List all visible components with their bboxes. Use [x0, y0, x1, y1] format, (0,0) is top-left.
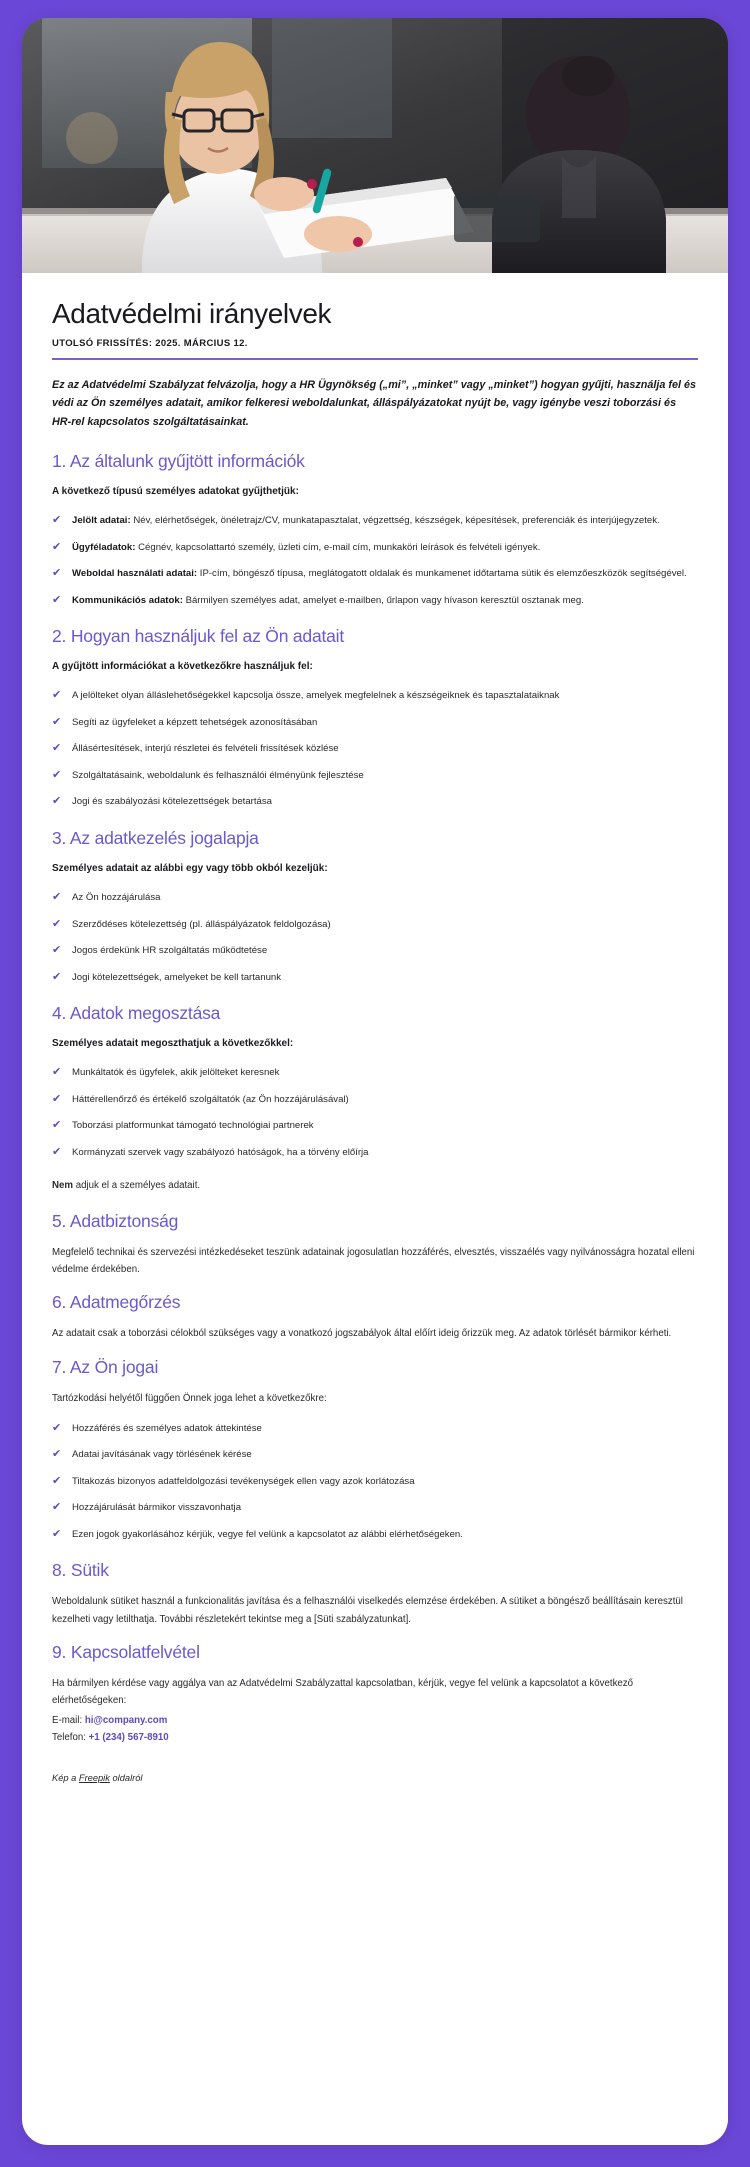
- list-item-text: Név, elérhetőségek, önéletrajz/CV, munkatapasztalat, végzettség, készségek, képesítések, preferenciák és interjújegyzetek.: [133, 515, 660, 527]
- check-icon: ✔: [52, 1092, 62, 1105]
- check-icon: ✔: [52, 1066, 62, 1079]
- list-item-term: Ügyféladatok:: [72, 541, 136, 553]
- list-item-text: A jelölteket olyan álláslehetőségekkel kapcsolja össze, amelyek megfelelnek a készségeiknek és tapasztalataiknak: [72, 690, 560, 702]
- image-credit-suffix: oldalról: [109, 1773, 143, 1784]
- list-item: [52, 970, 698, 986]
- check-icon: ✔: [52, 1474, 62, 1487]
- check-icon: ✔: [52, 715, 62, 728]
- section-list-7: [52, 1421, 698, 1543]
- list-item-text: Jogi és szabályozási kötelezettségek betartása: [72, 796, 272, 808]
- contact-email-label: E-mail:: [52, 1714, 83, 1726]
- check-icon: ✔: [52, 1527, 62, 1540]
- list-item: [52, 715, 698, 731]
- no-sale-note: [52, 1178, 698, 1194]
- section-lead-4: Személyes adatait megoszthatjuk a következőkkel:: [52, 1038, 294, 1050]
- list-item: [52, 943, 698, 959]
- list-item: [52, 513, 698, 529]
- check-icon: ✔: [52, 1501, 62, 1514]
- list-item-text: Szerződéses kötelezettség (pl. álláspályázatok feldolgozása): [72, 918, 331, 930]
- list-item: [52, 1065, 698, 1081]
- list-item-text: IP-cím, böngésző típusa, meglátogatott oldalak és munkamenet időtartama sütik és elemzőeszközök segítségével.: [199, 568, 687, 580]
- list-item-text: Hozzáférés és személyes adatok áttekintése: [72, 1422, 262, 1434]
- title-divider: [52, 358, 698, 360]
- list-item: [52, 768, 698, 784]
- check-icon: ✔: [52, 768, 62, 781]
- section-lead-7: Tartózkodási helyétől függően Önnek joga lehet a következőkre:: [52, 1392, 327, 1404]
- page-title: Adatvédelmi irányelvek: [52, 298, 332, 329]
- list-item-term: Jelölt adatai:: [72, 515, 131, 527]
- section-list-2: [52, 688, 698, 810]
- list-item-text: Ezen jogok gyakorlásához kérjük, vegye fel velünk a kapcsolatot az alábbi elérhetőségeken.: [72, 1528, 463, 1540]
- list-item-text: Munkáltatók és ügyfelek, akik jelölteket keresnek: [72, 1067, 280, 1079]
- freepik-link[interactable]: Freepik: [78, 1773, 110, 1784]
- list-item: [52, 540, 698, 556]
- section-heading-4: 4. Adatok megosztása: [52, 1003, 221, 1024]
- list-item-text: Az Ön hozzájárulása: [72, 892, 161, 903]
- check-icon: ✔: [52, 1145, 62, 1158]
- section-lead-1: A következő típusú személyes adatokat gyűjthetjük:: [52, 486, 299, 498]
- list-item: [52, 1447, 698, 1463]
- contact-phone-link[interactable]: +1 (234) 567-8910: [88, 1732, 169, 1744]
- section-heading-9: 9. Kapcsolatfelvétel: [52, 1641, 200, 1662]
- contact-email-row: [52, 1712, 698, 1730]
- list-item-text: Jogos érdekünk HR szolgáltatás működtetése: [72, 945, 268, 957]
- section-list-1: [52, 513, 698, 608]
- contact-phone-label: Telefon:: [52, 1732, 86, 1744]
- section-paragraph-6: Az adatait csak a toborzási célokból szükséges vagy a vonatkozó jogszabályok által előírt ideig őrizzük meg. Az adatok törlését bármikor kérheti.: [52, 1328, 672, 1340]
- check-icon: ✔: [52, 689, 62, 702]
- list-item: [52, 1118, 698, 1134]
- section-paragraph-5: Megfelelő technikai és szervezési intézkedéseket teszünk adatainak jogosulatlan hozzáférés, elvesztés, visszaélés vagy nyilvánosságra hozatal elleni védelme érdekében.: [52, 1246, 695, 1275]
- section-list-3: [52, 890, 698, 985]
- list-item-text: Szolgáltatásaink, weboldalunk és felhasználói élményünk fejlesztése: [72, 769, 364, 781]
- hero-image: [22, 18, 728, 273]
- check-icon: ✔: [52, 1119, 62, 1132]
- check-icon: ✔: [52, 1448, 62, 1461]
- last-updated: UTOLSÓ FRISSÍTÉS: 2025. MÁRCIUS 12.: [52, 338, 248, 350]
- section-heading-7: 7. Az Ön jogai: [52, 1356, 159, 1377]
- check-icon: ✔: [52, 891, 62, 903]
- image-credit: [52, 1773, 698, 1783]
- section-paragraph-9: Ha bármilyen kérdése vagy aggálya van az Adatvédelmi Szabályzattal kapcsolatban, kérjük, vegye fel velünk a kapcsolatot a következő elérhetőségeken:: [52, 1677, 634, 1707]
- list-item-text: Cégnév, kapcsolattartó személy, üzleti cím, e-mail cím, munkaköri leírások és felvételi igények.: [138, 541, 541, 553]
- list-item: [52, 1474, 698, 1490]
- section-heading-6: 6. Adatmegőrzés: [52, 1292, 181, 1313]
- list-item-text: Toborzási platformunkat támogató technológiai partnerek: [72, 1120, 314, 1132]
- check-icon: ✔: [52, 540, 62, 553]
- list-item: [52, 1527, 698, 1543]
- list-item: [52, 593, 698, 609]
- check-icon: ✔: [52, 514, 62, 527]
- intro-paragraph: Ez az Adatvédelmi Szabályzat felvázolja, hogy a HR Ügynökség („mi”, „minket” vagy „minket”) hogyan gyűjti, használja fel és védi az Ön személyes adatait, amikor felkeresi weboldalunkat, álláspályázatokat nyújt be, vagy igénybe veszi toborzási és HR-rel kapcsolatos szolgáltatásainkat.: [52, 378, 696, 428]
- check-icon: ✔: [52, 593, 62, 606]
- contact-email-link[interactable]: hi@company.com: [84, 1714, 168, 1726]
- section-heading-5: 5. Adatbiztonság: [52, 1210, 179, 1231]
- check-icon: ✔: [52, 944, 62, 957]
- list-item: [52, 1092, 698, 1108]
- list-item: [52, 890, 698, 906]
- list-item-text: Háttérellenőrző és értékelő szolgáltatók (az Ön hozzájárulásával): [72, 1093, 349, 1105]
- check-icon: ✔: [52, 742, 62, 755]
- document-content: [22, 273, 728, 1801]
- section-lead-2: A gyűjtött információkat a következőkre használjuk fel:: [52, 661, 313, 673]
- image-credit-prefix: Kép a: [52, 1773, 79, 1784]
- list-item: [52, 1421, 698, 1437]
- section-lead-3: Személyes adatait az alábbi egy vagy több okból kezeljük:: [52, 863, 328, 874]
- section-list-4: [52, 1065, 698, 1160]
- list-item: [52, 741, 698, 757]
- list-item: [52, 566, 698, 582]
- list-item-text: Adatai javításának vagy törlésének kérése: [72, 1449, 252, 1461]
- list-item: [52, 1145, 698, 1161]
- list-item-term: Weboldal használati adatai:: [72, 568, 198, 580]
- contact-phone-row: [52, 1729, 698, 1747]
- list-item-text: Bármilyen személyes adat, amelyet e-mailben, űrlapon vagy hívason keresztül osztanak meg.: [185, 594, 584, 606]
- check-icon: ✔: [52, 970, 62, 983]
- section-paragraph-8: Weboldalunk sütiket használ a funkcionalitás javítása és a felhasználói viselkedés elemzése érdekében. A sütiket a böngésző beállításain keresztül kezelheti vagy letilthatja. További részletekért tekintse meg a [Süti szabályzatunkat].: [52, 1596, 683, 1625]
- check-icon: ✔: [52, 917, 62, 930]
- list-item-text: Jogi kötelezettségek, amelyeket be kell tartanunk: [72, 971, 282, 983]
- list-item-text: Állásértesítések, interjú részletei és felvételi frissítések közlése: [72, 743, 339, 755]
- list-item-term: Kommunikációs adatok:: [72, 594, 183, 606]
- policy-card: [22, 18, 728, 2145]
- list-item: [52, 1500, 698, 1516]
- check-icon: ✔: [52, 1421, 62, 1434]
- check-icon: ✔: [52, 795, 62, 808]
- no-sale-note-rest: adjuk el a személyes adatait.: [73, 1180, 201, 1192]
- check-icon: ✔: [52, 567, 62, 580]
- list-item: [52, 917, 698, 933]
- hero-illustration: [22, 18, 728, 273]
- list-item-text: Segíti az ügyfeleket a képzett tehetségek azonosításában: [72, 716, 318, 728]
- section-heading-1: 1. Az általunk gyűjtött információk: [52, 451, 305, 472]
- section-heading-8: 8. Sütik: [52, 1560, 109, 1581]
- list-item-text: Kormányzati szervek vagy szabályozó hatóságok, ha a törvény előírja: [72, 1146, 369, 1158]
- list-item-text: Tiltakozás bizonyos adatfeldolgozási tevékenységek ellen vagy azok korlátozása: [72, 1475, 415, 1487]
- section-heading-3: 3. Az adatkezelés jogalapja: [52, 828, 259, 848]
- no-sale-note-bold: Nem: [52, 1180, 73, 1192]
- list-item-text: Hozzájárulását bármikor visszavonhatja: [72, 1502, 242, 1514]
- list-item: [52, 688, 698, 704]
- list-item: [52, 794, 698, 810]
- section-heading-2: 2. Hogyan használjuk fel az Ön adatait: [52, 626, 345, 647]
